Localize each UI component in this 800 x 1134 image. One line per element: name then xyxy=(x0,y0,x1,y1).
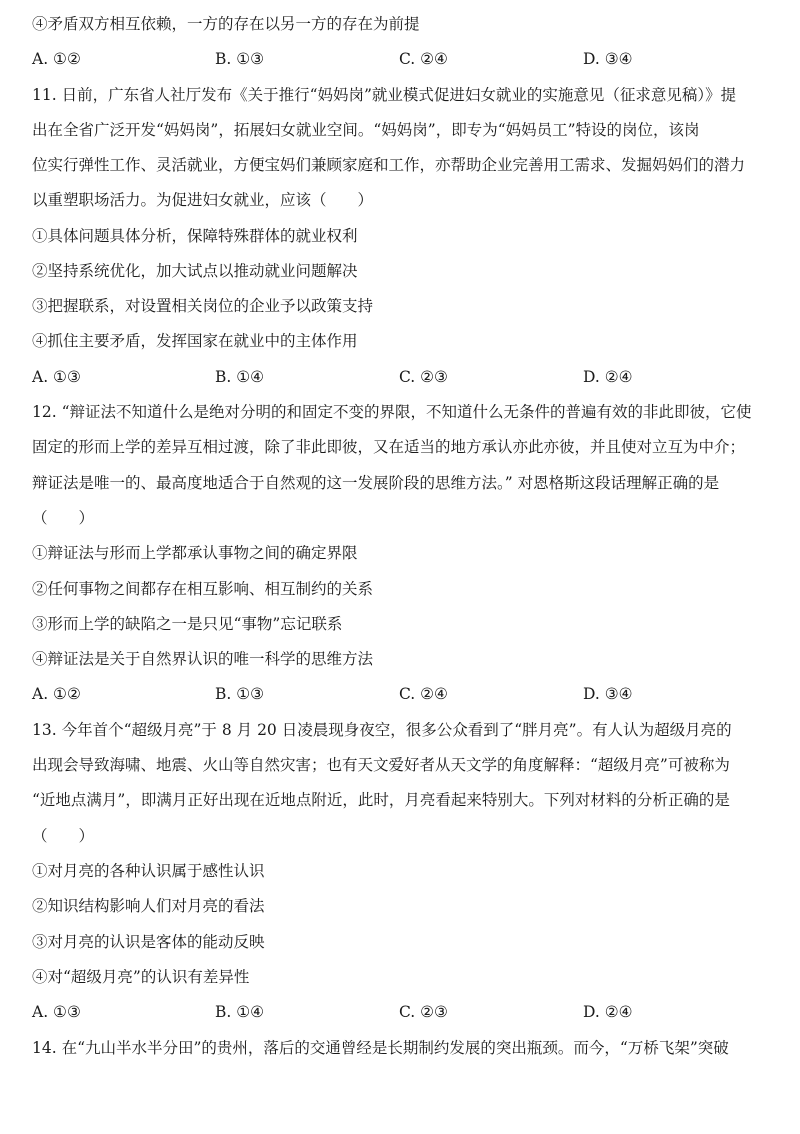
q12-stem-line-1: 12. “辩证法不知道什么是绝对分明的和固定不变的界限，不知道什么无条件的普遍有效的非此即彼，它使 xyxy=(32,403,752,421)
q12-item-4: ④辩证法是关于自然界认识的唯一科学的思维方法 xyxy=(32,650,374,668)
q10-option-a: A. ①② xyxy=(32,50,81,68)
q14-stem-line-1: 14. 在“九山半水半分田”的贵州，落后的交通曾经是长期制约发展的突出瓶颈。而今，“万桥飞架”突破 xyxy=(32,1039,729,1057)
q11-option-a: A. ①③ xyxy=(32,368,81,386)
q10-option-d: D. ③④ xyxy=(583,50,633,68)
q11-item-4: ④抓住主要矛盾，发挥国家在就业中的主体作用 xyxy=(32,332,358,350)
q13-stem-line-3: “近地点满月”，即满月正好出现在近地点附近，此时，月亮看起来特别大。下列对材料的分析正确的是 xyxy=(32,791,730,809)
q12-options xyxy=(32,684,772,704)
q13-option-c: C. ②③ xyxy=(399,1003,448,1021)
q11-item-1: ①具体问题具体分析，保障特殊群体的就业权利 xyxy=(32,227,358,245)
q13-stem-line-2: 出现会导致海啸、地震、火山等自然灾害；也有天文爱好者从天文学的角度解释：“超级月亮”可被称为 xyxy=(32,756,730,774)
q13-item-1: ①对月亮的各种认识属于感性认识 xyxy=(32,862,265,880)
q10-item-4: ④矛盾双方相互依赖，一方的存在以另一方的存在为前提 xyxy=(32,15,420,33)
q11-stem-line-4: 以重塑职场活力。为促进妇女就业，应该（ ） xyxy=(32,191,374,209)
q10-option-c: C. ②④ xyxy=(399,50,448,68)
q11-stem-line-3: 位实行弹性工作、灵活就业，方便宝妈们兼顾家庭和工作，亦帮助企业完善用工需求、发掘妈妈们的潜力 xyxy=(32,156,746,174)
q13-item-2: ②知识结构影响人们对月亮的看法 xyxy=(32,897,265,915)
q13-options xyxy=(32,1002,772,1022)
q13-stem-line-1: 13. 今年首个“超级月亮”于 8 月 20 日凌晨现身夜空，很多公众看到了“胖月亮”。有人认为超级月亮的 xyxy=(32,721,732,739)
q12-item-1: ①辩证法与形而上学都承认事物之间的确定界限 xyxy=(32,544,358,562)
q13-item-4: ④对“超级月亮”的认识有差异性 xyxy=(32,968,250,986)
q11-item-3: ③把握联系，对设置相关岗位的企业予以政策支持 xyxy=(32,297,374,315)
q12-option-c: C. ②④ xyxy=(399,685,448,703)
q12-stem-line-4: （ ） xyxy=(32,509,95,527)
q13-option-d: D. ②④ xyxy=(583,1003,633,1021)
q12-item-3: ③形而上学的缺陷之一是只见“事物”忘记联系 xyxy=(32,615,343,633)
q10-option-b: B. ①③ xyxy=(215,50,265,68)
q12-option-a: A. ①② xyxy=(32,685,81,703)
q13-item-3: ③对月亮的认识是客体的能动反映 xyxy=(32,933,265,951)
q12-option-b: B. ①③ xyxy=(215,685,265,703)
q11-stem-line-1: 11. 日前，广东省人社厅发布《关于推行“妈妈岗”就业模式促进妇女就业的实施意见（征求意见稿）》提 xyxy=(32,86,737,104)
q12-option-d: D. ③④ xyxy=(583,685,633,703)
q10-options xyxy=(32,49,772,69)
q12-item-2: ②任何事物之间都存在相互影响、相互制约的关系 xyxy=(32,580,374,598)
q12-stem-line-3: 辩证法是唯一的、最高度地适合于自然观的这一发展阶段的思维方法。” 对恩格斯这段话理解正确的是 xyxy=(32,474,720,492)
q11-option-d: D. ②④ xyxy=(583,368,633,386)
q11-option-b: B. ①④ xyxy=(215,368,265,386)
q12-stem-line-2: 固定的形而上学的差异互相过渡，除了非此即彼，又在适当的地方承认亦此亦彼，并且使对立互为中介； xyxy=(32,438,746,456)
q11-options xyxy=(32,367,772,387)
q11-item-2: ②坚持系统优化，加大试点以推动就业问题解决 xyxy=(32,262,358,280)
q13-option-b: B. ①④ xyxy=(215,1003,265,1021)
q11-option-c: C. ②③ xyxy=(399,368,448,386)
q13-option-a: A. ①③ xyxy=(32,1003,81,1021)
q13-stem-line-4: （ ） xyxy=(32,827,95,845)
q11-stem-line-2: 出在全省广泛开发“妈妈岗”，拓展妇女就业空间。“妈妈岗”，即专为“妈妈员工”特设的岗位，该岗 xyxy=(32,121,700,139)
